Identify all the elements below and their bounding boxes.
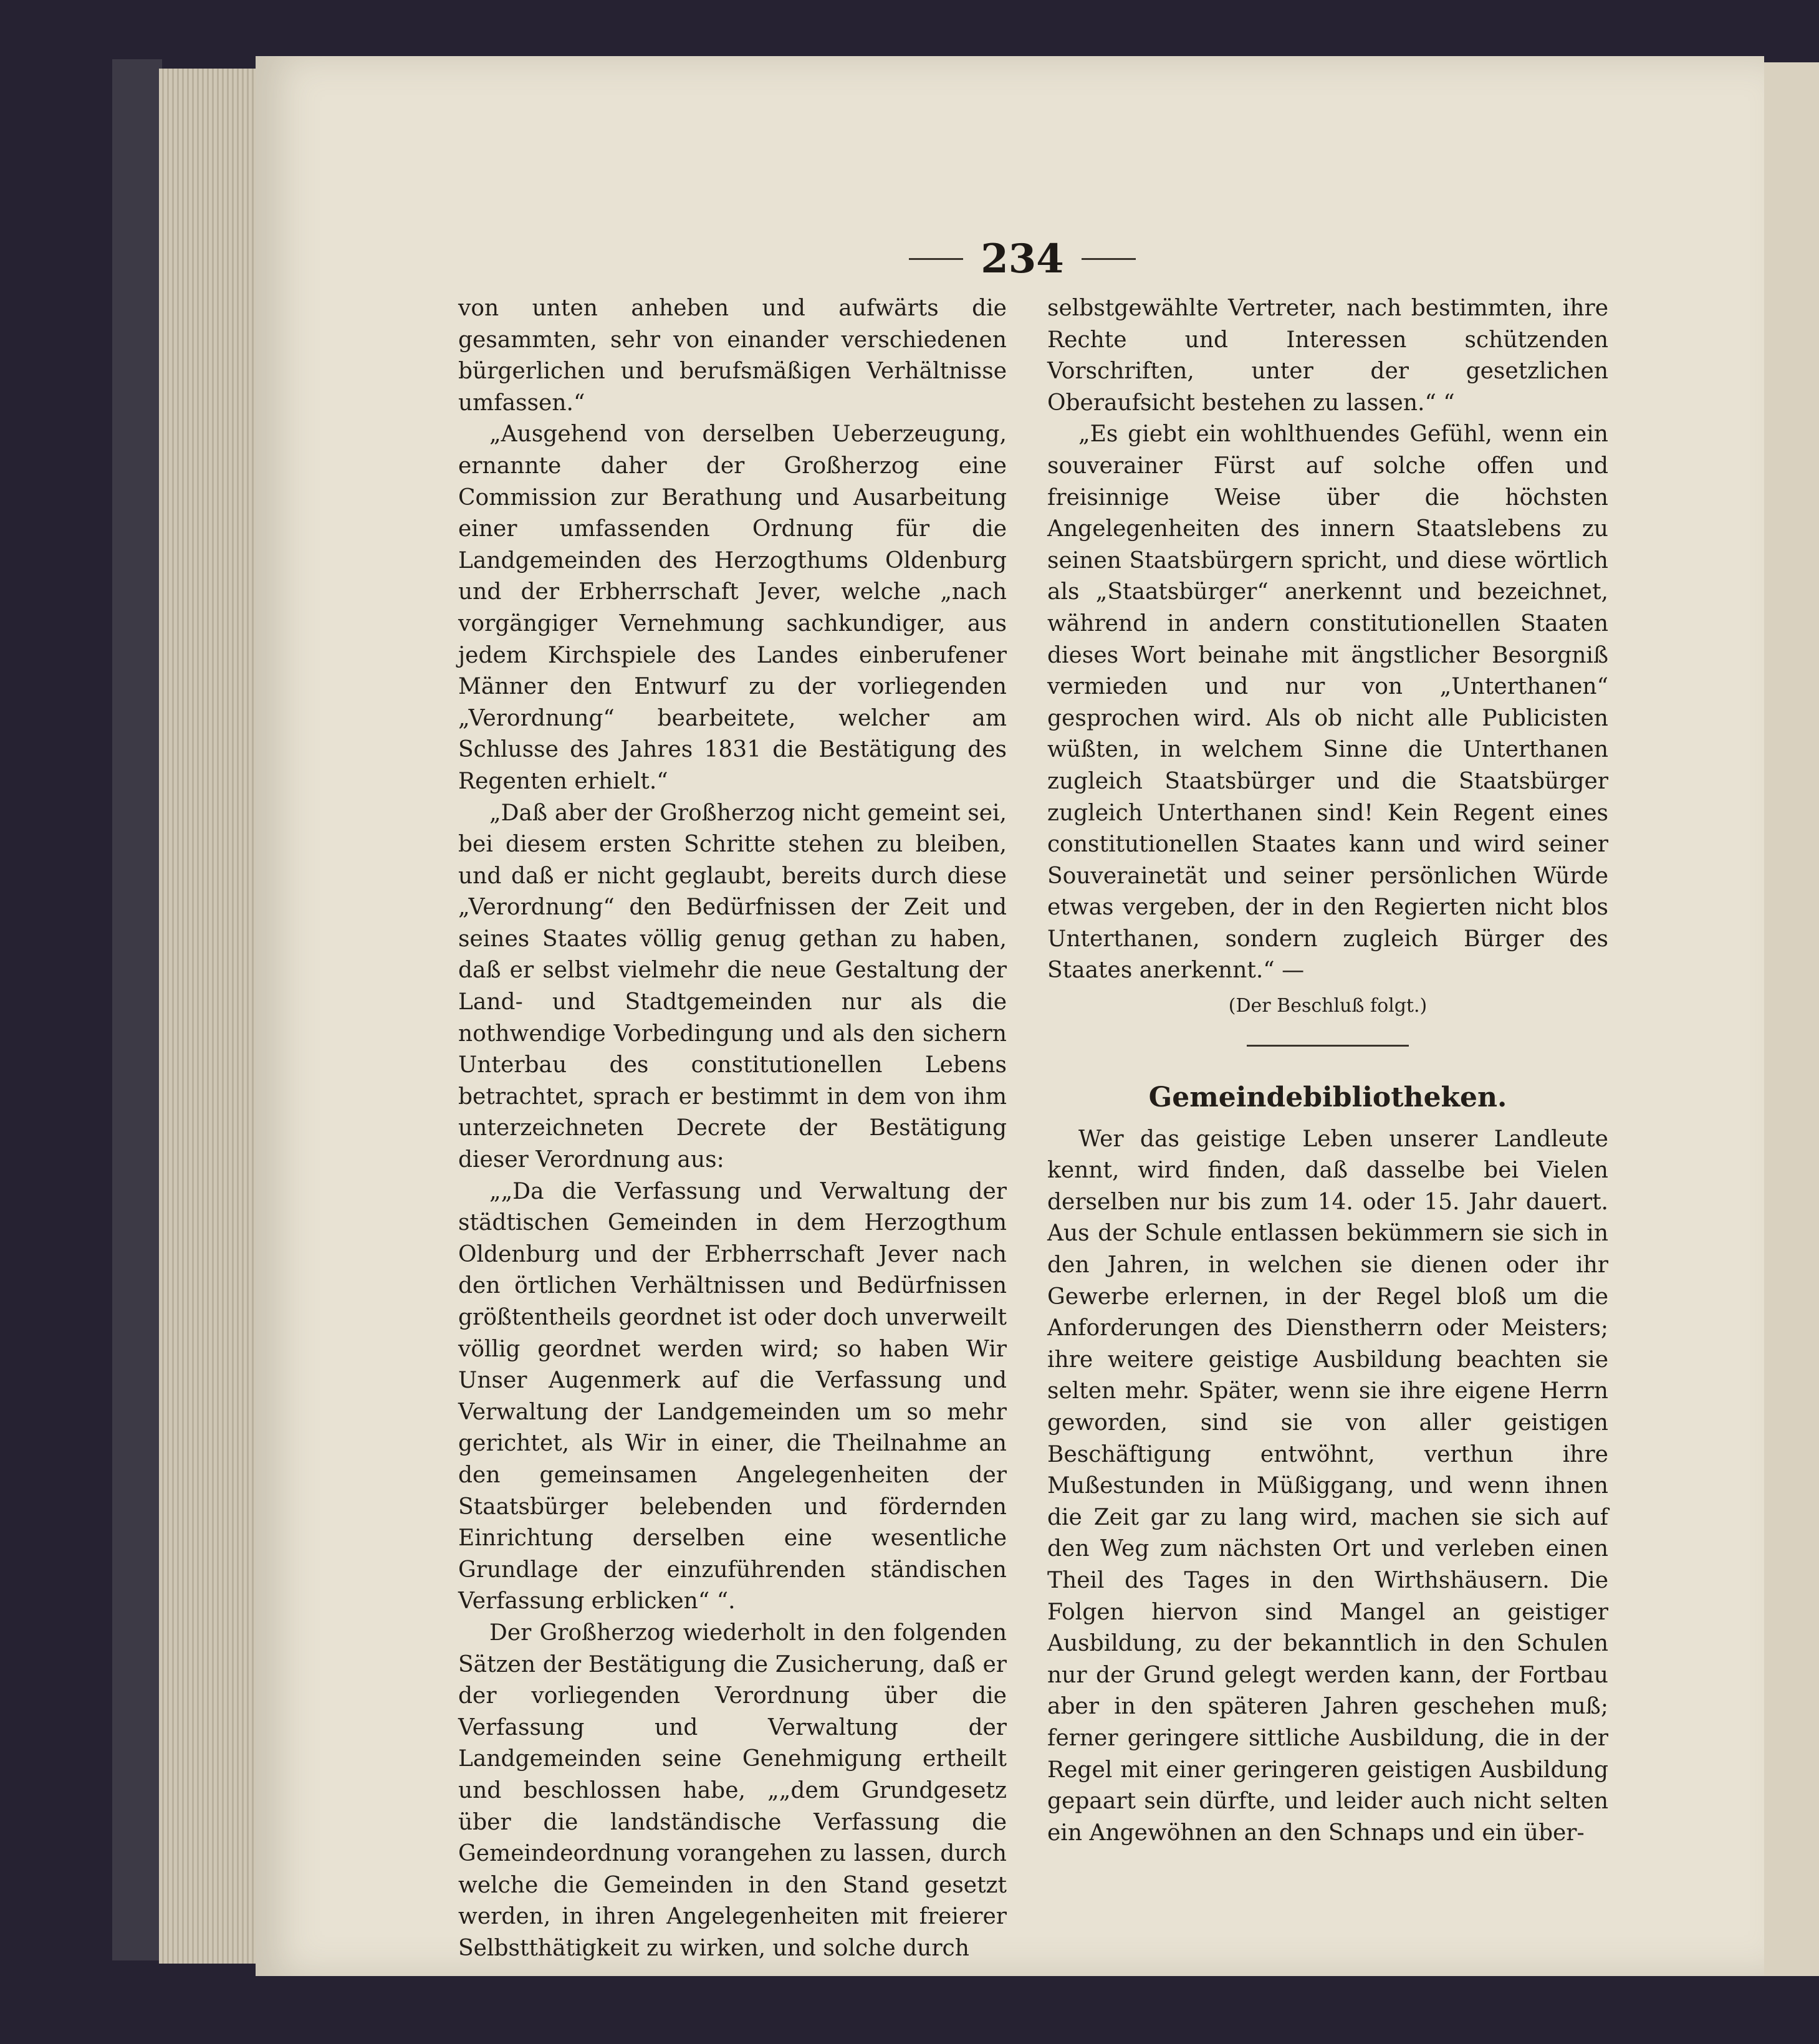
- page-number: 234: [981, 235, 1064, 282]
- left-paragraph: „„Da die Verfassung und Verwaltung der städtischen Gemeinden in dem Herzogthum Oldenburg und der Erbherrschaft Jever nach den örtlichen Verhältnissen und Bedürfnissen größtentheils geordnet ist oder doch unverweilt völlig geordnet werden wird; so haben Wir Unser Augenmerk auf die Verfassung und Verwaltung der Landgemeinden um so mehr gerichtet, als Wir in einer, die Theilnahme an den gemeinsamen Angelegenheiten der Staatsbürger belebenden und fördernden Einrichtung derselben eine wesentliche Grundlage der einzuführenden ständischen Verfassung erblicken“ “.: [458, 1178, 1007, 1615]
- continuation-note: (Der Beschluß folgt.): [1228, 995, 1428, 1017]
- page-edges: [159, 69, 259, 1964]
- left-paragraph: von unten anheben und aufwärts die gesammten, sehr von einander verschiedenen bürgerlichen und berufsmäßigen Verhältnisse umfassen.“: [458, 295, 1007, 416]
- left-paragraph: Der Großherzog wiederholt in den folgenden Sätzen der Bestätigung die Zusicherung, daß er der vorliegenden Verordnung über die Verfassung und Verwaltung der Landgemeinden seine Genehmigung ertheilt und beschlossen habe, „„dem Grundgesetz über die landständische Verfassung die Gemeindeordnung vorangehen zu lassen, durch welche die Gemeinden in den Stand gesetzt werden, in ihren Angelegenheiten mit freierer Selbstthätigkeit zu wirken, und solche durch: [458, 1619, 1007, 1961]
- left-paragraph: „Ausgehend von derselben Ueberzeugung, ernannte daher der Großherzog eine Commission zur Berathung und Ausarbeitung einer umfassenden Ordnung für die Landgemeinden des Herzogthums Oldenburg und der Erbherrschaft Jever, welche „nach vorgängiger Vernehmung sachkundiger, aus jedem Kirchspiele des Landes einberufener Männer den Entwurf zu der vorliegenden „Verordnung“ bearbeitete, welcher am Schlusse des Jahres 1831 die Bestätigung des Regenten erhielt.“: [458, 421, 1007, 794]
- book-cover-edge: [112, 59, 162, 1960]
- section-title: Gemeindebibliotheken.: [1148, 1081, 1507, 1113]
- left-column: [458, 293, 1007, 1964]
- section-paragraph: Wer das geistige Leben unserer Landleute kennt, wird finden, daß dasselbe bei Vielen derselben nur bis zum 14. oder 15. Jahr dauert. Aus der Schule entlassen bekümmern sie sich in den Jahren, in welchen sie dienen oder ihr Gewerbe erlernen, in der Regel bloß um die Anforderungen des Dienstherrn oder Meisters; ihre weitere geistige Ausbildung beachten sie selten mehr. Später, wenn sie ihre eigene Herrn geworden, sind sie von aller geistigen Beschäftigung entwöhnt, verthun ihre Mußestunden in Müßiggang, und wenn ihnen die Zeit gar zu lang wird, machen sie sich auf den Weg zum nächsten Ort und verleben einen Theil des Tages in den Wirthshäusern. Die Folgen hiervon sind Mangel an geistiger Ausbildung, zu der bekanntlich in den Schulen nur der Grund gelegt werden kann, der Fortbau aber in den späteren Jahren geschehen muß; ferner geringere sittliche Ausbildung, die in der Regel mit einer geringeren geistigen Ausbildung gepaart sein dürfte, und leider auch nicht selten ein Angewöhnen an den Schnaps und ein über-: [1047, 1126, 1608, 1846]
- right-paragraph: selbstgewählte Vertreter, nach bestimmten, ihre Rechte und Interessen schützenden Vorschriften, unter der gesetzlichen Oberaufsicht bestehen zu lassen.“ “: [1047, 295, 1608, 416]
- section-divider: [1247, 1045, 1409, 1047]
- header-rule-right: [1082, 258, 1136, 260]
- page-header: [891, 231, 1153, 287]
- right-column: [1047, 293, 1608, 1849]
- header-rule-left: [909, 258, 963, 260]
- right-paragraph: „Es giebt ein wohlthuendes Gefühl, wenn ein souverainer Fürst auf solche offen und freisinnige Weise über die höchsten Angelegenheiten des innern Staatslebens zu seinen Staatsbürgern spricht, und diese wörtlich als „Staatsbürger“ anerkennt und bezeichnet, während in andern constitutionellen Staaten dieses Wort beinahe mit ängstlicher Besorgniß vermieden und nur von „Unterthanen“ gesprochen wird. Als ob nicht alle Publicisten wüßten, in welchem Sinne die Unterthanen zugleich Staatsbürger und die Staatsbürger zugleich Unterthanen sind! Kein Regent eines constitutionellen Staates kann und wird seiner Souverainetät und seiner persönlichen Würde etwas vergeben, der in den Regierten nicht blos Unterthanen, sondern zugleich Bürger des Staates anerkennt.“ —: [1047, 421, 1608, 984]
- facing-page-edge: [1762, 62, 1819, 1976]
- left-paragraph: „Daß aber der Großherzog nicht gemeint sei, bei diesem ersten Schritte stehen zu bleiben, und daß er nicht geglaubt, bereits durch diese „Verordnung“ den Bedürfnissen der Zeit und seines Staates völlig genug gethan zu haben, daß er selbst vielmehr die neue Gestaltung der Land- und Stadtgemeinden nur als die nothwendige Vorbedingung und als den sichern Unterbau des constitutionellen Lebens betrachtet, sprach er bestimmt in dem von ihm unterzeichneten Decrete der Bestätigung dieser Verordnung aus:: [458, 800, 1007, 1173]
